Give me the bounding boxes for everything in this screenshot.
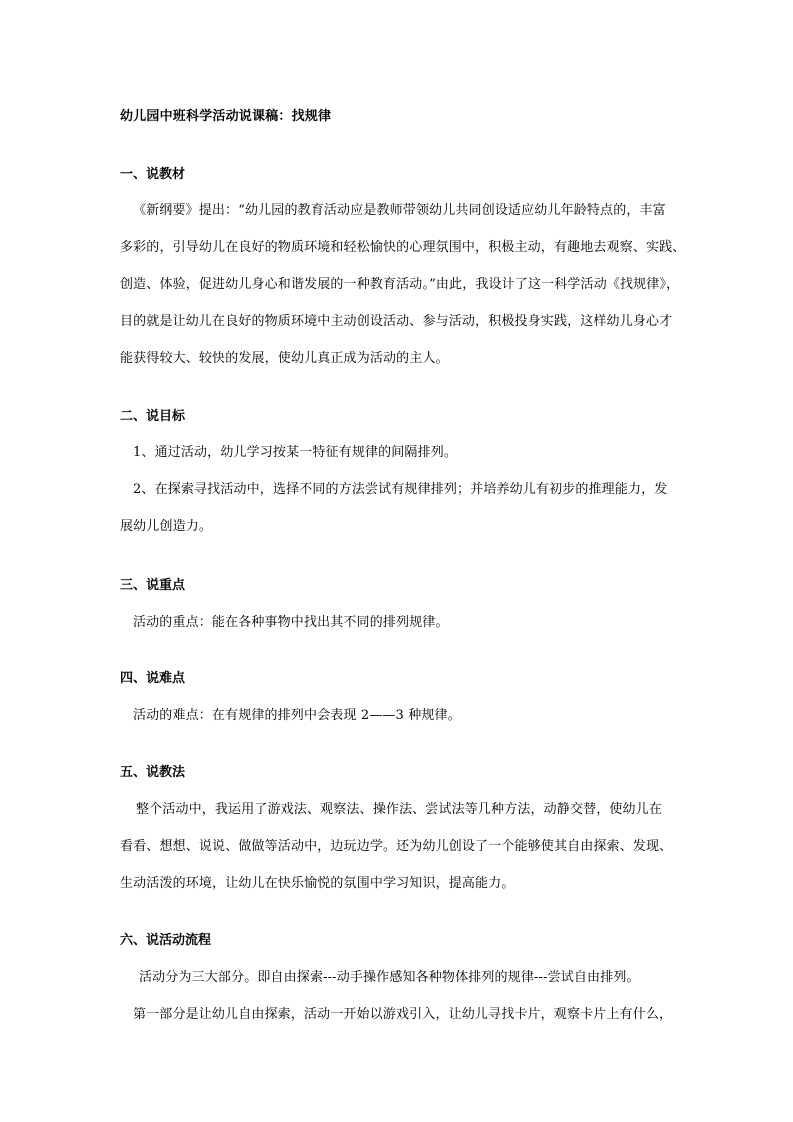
paragraph-line: 2、在探索寻找活动中，选择不同的方法尝试有规律排列；并培养幼儿有初步的推理能力，发 xyxy=(133,482,668,497)
paragraph-line: 能获得较大、较快的发展，使幼儿真正成为活动的主人。 xyxy=(120,351,449,366)
paragraph-line: 活动的重点：能在各种事物中找出其不同的排列规律。 xyxy=(133,615,449,630)
paragraph-line: 生动活泼的环境，让幼儿在快乐愉悦的氛围中学习知识，提高能力。 xyxy=(120,876,515,891)
section-heading-key-points: 三、说重点 xyxy=(120,578,186,593)
paragraph-line: 活动分为三大部分。即自由探索---动手操作感知各种物体排列的规律---尝试自由排列。 xyxy=(139,970,640,985)
paragraph-line: 创造、体验，促进幼儿身心和谐发展的一种教育活动。”由此，我设计了这一科学活动《找规律》， xyxy=(120,277,680,292)
section-heading-difficulties: 四、说难点 xyxy=(120,671,186,686)
paragraph-line: 活动的难点：在有规律的排列中会表现 2——3 种规律。 xyxy=(133,708,461,723)
paragraph-line: 《新纲要》提出：“幼儿园的教育活动应是教师带领幼儿共同创设适应幼儿年龄特点的，丰富 xyxy=(133,203,666,218)
document-title: 幼儿园中班科学活动说课稿：找规律 xyxy=(120,109,332,124)
section-heading-textbook: 一、说教材 xyxy=(120,167,186,182)
paragraph-line: 看看、想想、说说、做做等活动中，边玩边学。还为幼儿创设了一个能够使其自由探索、发现、 xyxy=(120,839,673,854)
paragraph-line: 多彩的，引导幼儿在良好的物质环境和轻松愉快的心理氛围中，积极主动，有趣地去观察、实践、 xyxy=(120,240,686,255)
paragraph-line: 1、通过活动，幼儿学习按某一特征有规律的间隔排列。 xyxy=(133,445,458,460)
paragraph-line: 目的就是让幼儿在良好的物质环境中主动创设活动、参与活动，积极投身实践，这样幼儿身心才 xyxy=(120,314,673,329)
paragraph-line: 展幼儿创造力。 xyxy=(120,519,213,534)
paragraph-line: 整个活动中，我运用了游戏法、观察法、操作法、尝试法等几种方法，动静交替，使幼儿在 xyxy=(136,802,663,817)
section-heading-activity-flow: 六、说活动流程 xyxy=(120,933,212,948)
section-heading-methods: 五、说教法 xyxy=(120,765,186,780)
section-heading-goals: 二、说目标 xyxy=(120,409,186,424)
paragraph-line: 第一部分是让幼儿自由探索，活动一开始以游戏引入，让幼儿寻找卡片，观察卡片上有什么， xyxy=(133,1007,673,1022)
